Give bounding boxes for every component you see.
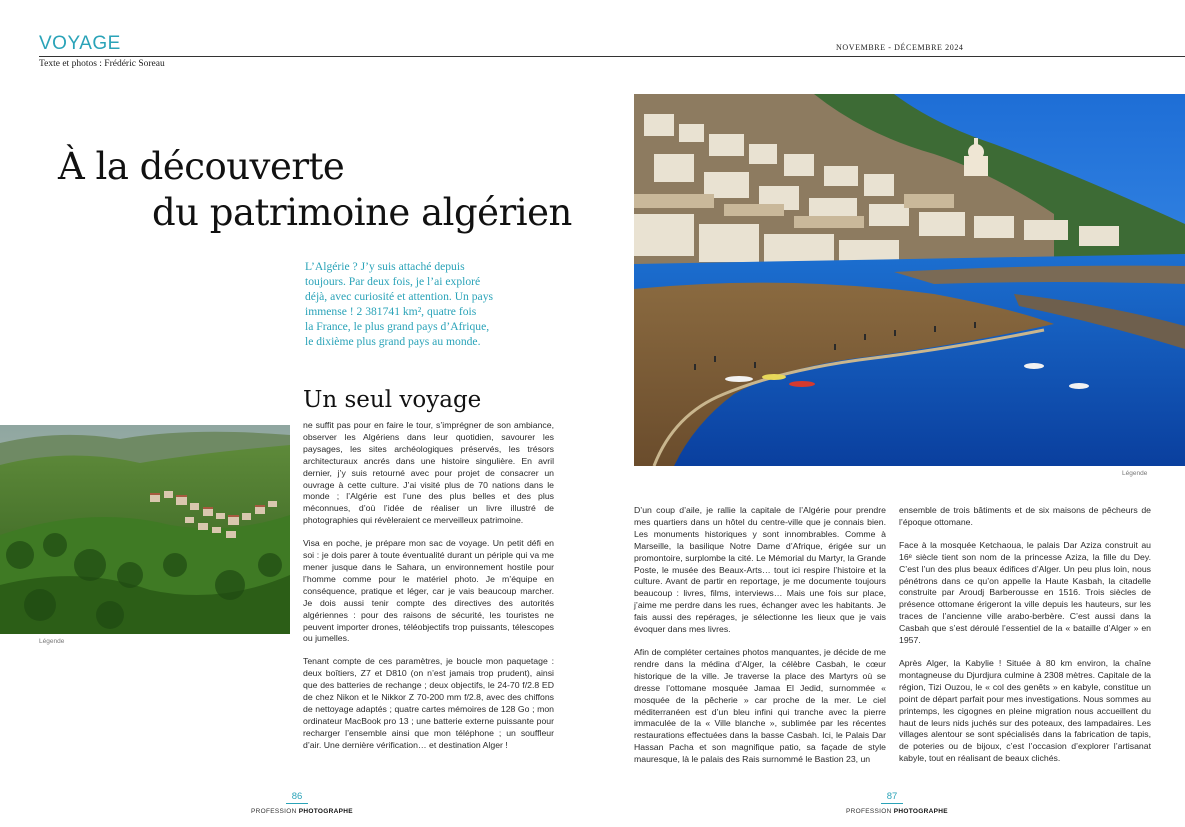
page-number-right: 87	[886, 791, 898, 802]
title-line-1: À la découverte	[58, 145, 345, 188]
lead-line: toujours. Par deux fois, je l’ai exploré	[305, 275, 481, 288]
text-column-2	[634, 505, 886, 777]
page-number-left: 86	[291, 791, 303, 802]
paragraph: Afin de compléter certaines photos manquantes, je décide de me rendre dans la médina d’Alger, la célèbre Casbah, le cœur historique de la ville. Je traverse la place des Martyrs où se dresse l’ottomane mosquée Jamaa El Jedid, surnommée « mosquée de la pêcherie » car proche de la mer. Le ciel méditerranéen est d’un bleu infini qui tranche avec la pierre immaculée de la « Ville blanche », sublimée par les récentes restaurations effectuées dans la basse Casbah. Ici, le Palais Dar Hassan Pacha et son magnifique patio, sa façade de style mauresque, là le palais des Rais surnommé le Bastion 23, un	[634, 646, 886, 765]
paragraph: Tenant compte de ces paramètres, je boucle mon paquetage : deux boîtiers, Z7 et D810 (on n’est jamais trop prudent), ainsi que des batteries de rechange ; deux objectifs, le 24-70 f/2.8 ED de chez Nikon et le Nikkor Z 70-200 mm f/2.8, avec des chiffons de nettoyage adaptés ; quatre cartes mémoires de 128 Go ; mon ordinateur MacBook pro 13 ; une batterie externe puissante pour recharger l’ensemble ainsi que mon téléphone ; un souffleur d’air. Une dernière vérification… et destination Alger !	[303, 656, 554, 750]
magazine-name-right	[846, 808, 948, 815]
mag-name: PHOTOGRAPHE	[893, 808, 948, 815]
page-number-rule	[286, 803, 308, 804]
lead-line: immense ! 2 381741 km², quatre fois	[305, 305, 477, 318]
kabylie-village-photo	[0, 425, 290, 634]
mag-prefix: PROFESSION	[846, 808, 892, 815]
lead-line: L’Algérie ? J’y suis attaché depuis	[305, 260, 465, 273]
paragraph: Visa en poche, je prépare mon sac de voyage. Un petit défi en soi : je dois parer à toute éventualité durant un périple qui va me mener jusque dans le Sahara, un environnement hostile pour l’homme comme pour le matériel photo. Je m’équipe en conséquence, pratique et léger, car je vais beaucoup marcher. Je dois aussi tenir compte des directives des autorités algériennes : pour des raisons de sécurité, les touristes ne peuvent importer drones, téléobjectifs trop puissants, télescopes ou jumelles.	[303, 538, 554, 644]
photo-credit: Texte et photos : Frédéric Soreau	[39, 59, 165, 69]
title-line-2: du patrimoine algérien	[152, 191, 572, 234]
section-tag: VOYAGE	[39, 33, 121, 54]
header-rule	[39, 56, 1185, 57]
lead-line: déjà, avec curiosité et attention. Un pays	[305, 290, 494, 303]
issue-date: NOVEMBRE - DÉCEMBRE 2024	[836, 43, 964, 52]
right-photo-caption: Légende	[1122, 470, 1148, 477]
paragraph: ensemble de trois bâtiments et de six maisons de pêcheurs de l’époque ottomane.	[899, 505, 1151, 527]
page-number-rule	[881, 803, 903, 804]
algiers-bay-illustration	[634, 94, 1185, 466]
kabylie-village-illustration	[0, 425, 290, 634]
magazine-name-left	[251, 808, 353, 815]
paragraph: Face à la mosquée Ketchaoua, le palais Dar Aziza construit au 16ᵉ siècle tient son nom de la princesse Aziza, la fille du Dey. C’est l’un des plus beaux édifices d’Alger. Un peu plus loin, nous pénétrons dans ce qu’on appelle la Haute Kasbah, la citadelle construite par Aroudj Barberousse en 1516. Trois siècles de présence ottomane érigeront la ville depuis les hauteurs, sur les traces de l’ancienne ville arabo-berbère. C’est aussi dans la Casbah que s’est déroulé l’essentiel de la « bataille d’Alger » en 1957.	[899, 539, 1151, 646]
mag-name: PHOTOGRAPHE	[298, 808, 353, 815]
left-photo-caption: Légende	[39, 638, 65, 645]
lead-line: la France, le plus grand pays d’Afrique,	[305, 320, 490, 333]
mag-prefix: PROFESSION	[251, 808, 297, 815]
lead-paragraph	[305, 259, 495, 349]
paragraph: D’un coup d’aile, je rallie la capitale de l’Algérie pour prendre mes quartiers dans un hôtel du centre-ville que je connais bien. Les monuments historiques y sont innombrables. Comme à Marseille, la basilique Notre Dame d’Afrique, érigée sur un promontoire, surplombe la cité. Le Mémorial du Martyr, la Grande Poste, le musée des Beaux-Arts… tout ici respire l’histoire et la culture. Avant de partir en reportage, je me documente toujours beaucoup : livres, films, interviews… Mais une fois sur place, j’aime me perdre dans les rues, échanger avec les habitants. Je fais aussi des repérages, je sélectionne les lieux que je vais évoquer dans mes livres.	[634, 505, 886, 635]
paragraph: ne suffit pas pour en faire le tour, s’imprégner de son ambiance, observer les Algériens dans leur quotidien, savourer les paysages, les sites archéologiques préservés, les trésors architecturaux ancrés dans une histoire singulière. En avril dernier, j’y suis retourné avec pour projet de consacrer un ouvrage à cette culture. J’ai visité plus de 70 nations dans le monde ; l’Algérie est l’une des plus belles et des plus méconnues, d’où l’idée de réaliser un livre illustré de photographies qui révèleraient ce merveilleux patrimoine.	[303, 420, 554, 526]
subhead: Un seul voyage	[303, 387, 482, 413]
text-column-3	[899, 505, 1151, 776]
lead-line: le dixième plus grand pays au monde.	[305, 335, 481, 348]
paragraph: Après Alger, la Kabylie ! Située à 80 km environ, la chaîne montagneuse du Djurdjura culmine à 2308 mètres. Capitale de la région, Tizi Ouzou, le « col des genêts » en kabyle, constitue un point de départ parfait pour mes investigations. Nous sommes au printemps, les cigognes en pleine migration nous accueillent du haut de leurs nids juchés sur des poteaux, des lampadaires. Les villages alentour se sont spécialisés dans la fabrication de tapis, de poteries ou de bijoux, c’est l’occasion d’explorer l’artisanat kabyle, tout en réalisant de beaux clichés.	[899, 657, 1151, 764]
algiers-bay-photo	[634, 94, 1185, 466]
text-column-1	[303, 420, 554, 763]
